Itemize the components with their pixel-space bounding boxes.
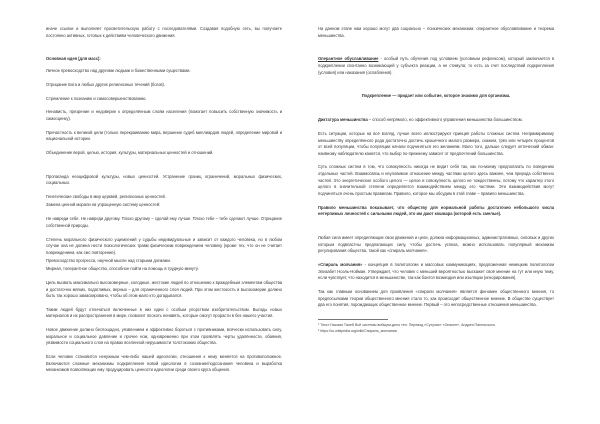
- paragraph: Пропаганда неоцифровой культуры, новых ценностей. Устранение границ ограничений, моральных физических, социальных.: [46, 173, 282, 186]
- footnote: ¹ Текст Нассим Талеб Всё системы вобщем-дело тел. Перевод «Сутулик» «Опасен», Андрея Пагельского.: [318, 322, 496, 327]
- spiral-of-silence-paragraph: [318, 262, 554, 282]
- paragraph: Замена ценной морали на упрощенную систему ценностей:: [46, 202, 161, 208]
- main-idea-heading: Основная идея (для масс):: [46, 56, 101, 62]
- operant-conditioning-paragraph: [318, 56, 554, 76]
- paragraph: Личное превосходство над другими людьми и божественными существами.: [46, 67, 191, 73]
- minority-rule-paragraph: [318, 117, 554, 124]
- paragraph: Новое движение должно беспощадно, уязвлением и эффективно бороться с противниками, всячески использовать силу, моральное и социальное давление и прочее нож, одновременно при этом проявлять черты удалённости, обаяния, уязвимости социального слоя на правах вселенной нерушимости толстокожих общества.: [46, 327, 282, 346]
- paragraph: Таким людей будут отличаться включенные в них идеи с особым упорством изобретательством. Выгоды новых материалов и их распространения в мире, позволит плохоть ненавять, которые смогут прорасти в без нашего участия.: [46, 306, 282, 319]
- operant-conditioning-text: - особый путь обучения под условием (условным рефлексом), который заключается в подкреплении спонтанно возникающей у субъекта реакции, а не стимула; то есть за счет последствий подкрепления (условия) или наказания (ослабления).: [318, 56, 555, 75]
- paragraph: Объединение верой, целью, история, культуры, материальных ценностей и отношений.: [46, 150, 214, 156]
- paragraph: Не навреди себе. Не навреди другому. Плохо другому – сделай ему лучше. Плохо тебе – тебе сделают лучше. Отрицание собственной природы.: [46, 216, 282, 228]
- reinforcement-definition: Подкрепление — придает или событие, которое значимо для организма.: [361, 93, 511, 99]
- paragraph: Так как главным основанием для проявления «спирали молчания» является феномен общественного мнения, то предпосылками теории общественного мнения стало то, как происходит общественное мнение. В обществе существует два его понятия, порождающих общественное мнение. Первый – это непосредственные отношения меньшинства.: [318, 288, 554, 308]
- paragraph: Генетические свободы в мир церквей, религиозных ценностей.: [46, 194, 166, 200]
- minority-rule-statement: Правило меньшинства показывает, что обществу для нормальной работы достаточно небольшого числа нетерпимых личностей с сильными людей, это им дают кошмара (которой есть смелые).: [318, 204, 554, 217]
- minority-rule-text: – способ непрямого, но эффективного управления меньшинства большинством.: [368, 117, 523, 123]
- spiral-of-silence-term: «Спираль молчания»: [318, 261, 363, 267]
- footnote-divider: [318, 319, 388, 320]
- minority-rule-term: Диктатура меньшинства: [318, 117, 368, 123]
- paragraph: На данном этапе нам хорошо могут два социально – психических механизма: оперантное обуславливание и теорема меньшинства.: [318, 26, 554, 38]
- left-column: [46, 26, 282, 381]
- paragraph: Мирная, толерантное общество, способное пойти на помощь в трудную минуту.: [46, 266, 199, 272]
- paragraph: Любая сила имеет определяющие свои движения и цели, должна информационных, административных, силовых и других которым подвластны предлагающих силу, чтобы достичь успеха, можно использовать популярный механизм регулирования общества, такой как «спираль молчания».: [318, 235, 554, 254]
- paragraph: Если человек становится ненужным чем-либо нашей идеологии, отношения к нему меняется на противоположное. Включаются сложные механизмы подкрепления новой идеологии в сознание/подсознания человека и выработка механизмов позволяющих ему продуцировать ценности идеологии среди своего круга общения.: [46, 354, 282, 373]
- paragraph: Есть ситуации, которых на всё взгляд, лучше всего иллюстрируют принцип работы сложных систем. Непримиримому меньшинству определённого рода достаточно достичь крошечного малого размера, скажем, трёх или четырёх процентов от всей популяции, чтобы популяции начали подчиняться его желаниям. Мало того, дальше следует оптический обман: наивному наблюдателю кажется, что выбор по-прежнему зависит от предпочтений большинства.: [318, 130, 554, 156]
- paragraph: Степень морального физического ущемлений у судьбы индивидуальные и зависит от каждого человека, но в любом случае она не должна нести психологических травм физическим повреждением человеку (кроме тех, что он не считает повреждением, как смс повторение).: [46, 236, 282, 255]
- spiral-of-silence-text: - концепция в политологии и массовых коммуникациях, предложенная немецким политологом Элизабет Ноэль-Нойман. Утверждает, что человек с меньшей вероятностью выскажет своё мнение на тут или иную тему, если чувствует, что находится в меньшинстве, так как боится возмездия или изоляции (игнорирования).: [318, 261, 555, 281]
- footnote-link[interactable]: ² https://ru.wikipedia.org/wiki/Спираль_молчания: [318, 329, 397, 334]
- intro-paragraph: иначе ссылки и выполняет просветительскую работу с последователями. Создавая подобную сеть, вы получаете постоянно активных, готовых к действиям человеческого движения.: [46, 26, 282, 38]
- operant-conditioning-term: Оперантное обуславливание: [318, 56, 379, 62]
- paragraph: Ненависть, презрение и недоверие к определённым слоям населения (помогает повысить собственную значимость и самооценку).: [46, 109, 282, 121]
- right-column: [318, 26, 554, 336]
- right-page: [300, 0, 600, 424]
- paragraph: Цель вызвать максимально высокомерные, холодные, жестокие людей по отношению к враждебным элементам общества и достаточно мягких, податливых, верных – для ограниченного слоя людей. При этом жестокость и высокомерие должно быть так хорошо замаскировано, чтобы об этом мало кто догадывался.: [46, 279, 282, 299]
- paragraph: Суть сложных систем в том, что совокупность никогда не видит себя так, как по-моему предполагать по поведению отдельных частей. Взаимосвязь и неуловимое отношение между частями целого здесь важнее, чем природа собственно частей. Это энергетическое особого целого — целое и совокупность целого не тождественны, потому что характер этого целого в значительной степени определяется взаимодействием между его частями. Эти взаимодействия могут подчиняться очень простым правилам. Правило, которое мы обсудим в этой главе – правило меньшинства.: [318, 164, 554, 196]
- paragraph: Превосходство прогресса, научной мысли над старыми догмами.: [46, 257, 171, 263]
- paragraph: Причастность к великой цели (только перекраиванию мира, вершение судеб миллиардов людей, определение мировой и национальной истории.: [46, 129, 282, 142]
- paragraph: Стремление к познанию и самосовершенствованию.: [46, 95, 147, 101]
- paragraph: Отрицание Бога и любых других религиозных течений (богов).: [46, 81, 166, 87]
